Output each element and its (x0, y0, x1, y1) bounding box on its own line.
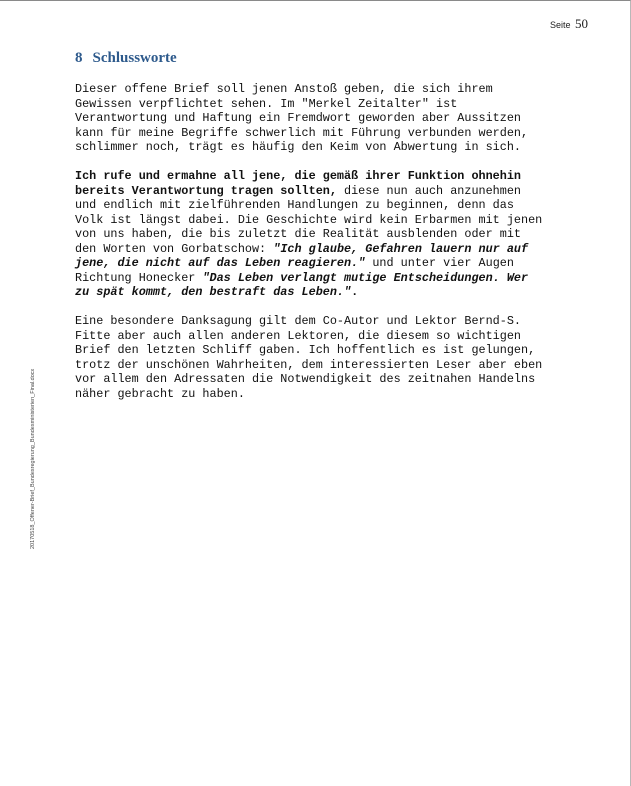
text-line: Gewissen verpflichtet sehen. Im "Merkel Zeitalter" ist (75, 96, 458, 111)
text-run: den Worten von Gorbatschow: (75, 241, 274, 256)
text-line (75, 256, 595, 271)
text-line: kann für meine Begriffe schwerlich mit Führung verbunden werden, (75, 125, 529, 140)
text-line: vor allem den Adressaten die Notwendigkeit des zeitnahen Handelns (75, 372, 536, 386)
page-label: Seite (550, 20, 571, 30)
quote-honecker: "Das Leben verlangt mutige Entscheidungen. Wer (202, 270, 529, 285)
margin-filename: 20170518_Offener-Brief_Bundesregierung_Bundesministerien_Final.docx (30, 368, 36, 549)
section-heading (75, 50, 177, 67)
paragraph-intro (75, 82, 595, 155)
text-line-bold: Ich rufe und ermahne all jene, die gemäß ihrer Funktion ohnehin (75, 169, 521, 183)
bold-phrase: bereits Verantwortung tragen sollten, (75, 183, 337, 198)
page-number: 50 (575, 16, 588, 31)
text-line: Dieser offene Brief soll jenen Anstoß geben, die sich ihrem (75, 82, 493, 96)
paragraph-appeal (75, 169, 595, 300)
section-number: 8 (75, 50, 83, 66)
text-line: Volk ist längst dabei. Die Geschichte wird kein Erbarmen mit jenen (75, 212, 543, 227)
text-line: schlimmer noch, trägt es häufig den Keim von Abwertung in sich. (75, 140, 521, 154)
text-line (75, 184, 595, 199)
text-run: diese nun auch anzunehmen (336, 183, 521, 198)
text-line: Brief den letzten Schliff gaben. Ich hoffentlich es ist gelungen, (75, 343, 536, 357)
text-run: . (351, 285, 359, 299)
text-line (75, 285, 595, 300)
quote-gorbatschow: "Ich glaube, Gefahren lauern nur auf (273, 241, 529, 256)
text-line: näher gebracht zu haben. (75, 386, 245, 401)
text-line: von uns haben, die bis zuletzt die Realität ausblenden oder mit (75, 227, 521, 241)
body-text (75, 82, 595, 416)
text-line: und endlich mit zielführenden Handlungen zu beginnen, denn das (75, 198, 514, 212)
text-line: Verantwortung und Haftung ein Fremdwort geworden aber Aussitzen (75, 111, 521, 125)
section-title-text: Schlussworte (92, 50, 177, 66)
text-line: Fitte aber auch allen anderen Lektoren, die diesem so wichtigen (75, 328, 521, 343)
text-run: und unter vier Augen (365, 256, 514, 270)
page-header (550, 15, 588, 33)
quote-gorbatschow-cont: jene, die nicht auf das Leben reagieren." (75, 256, 366, 270)
text-run: Richtung Honecker (75, 270, 203, 285)
text-line (75, 271, 595, 286)
quote-honecker-cont: zu spät kommt, den bestraft das Leben." (75, 285, 352, 299)
text-line: Eine besondere Danksagung gilt dem Co-Autor und Lektor Bernd-S. (75, 314, 521, 328)
text-line (75, 242, 595, 257)
text-line: trotz der unschönen Wahrheiten, dem interessierten Leser aber eben (75, 357, 543, 372)
paragraph-acknowledgement (75, 314, 595, 401)
